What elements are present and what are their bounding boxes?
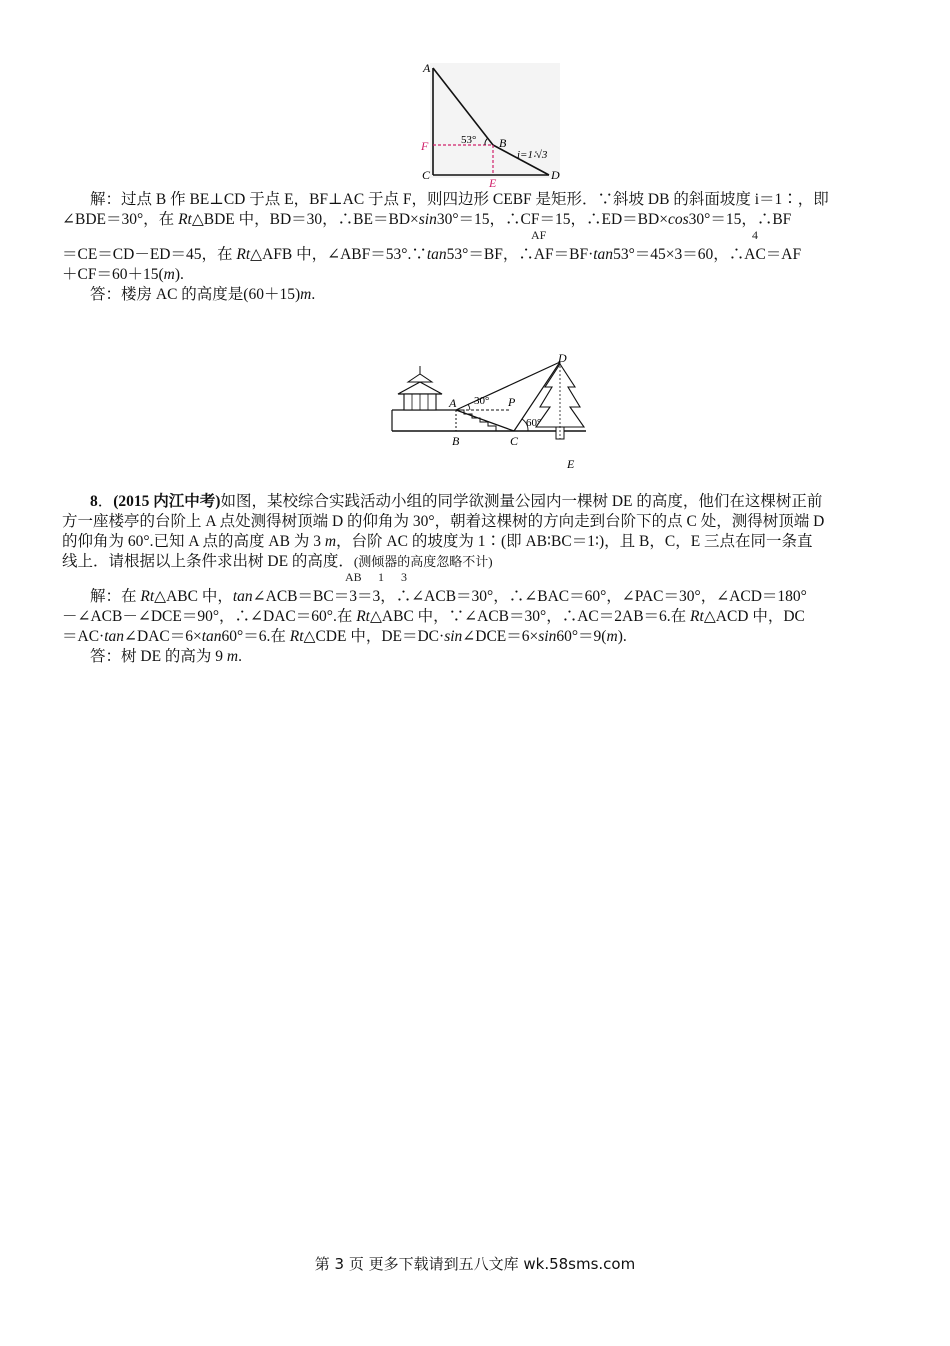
fraction-ab: AB — [345, 570, 362, 584]
problem8-line2: 方一座楼亭的台阶上 A 点处测得树顶端 D 的仰角为 30°，朝着这棵树的方向走到台阶下的点 C 处，测得树顶端 D — [62, 513, 825, 530]
solution8-line3: ＝AC·tan∠DAC＝6×tan60°＝6.在 Rt△CDE 中，DE＝DC·sin∠DCE＝6×sin60°＝9(m). — [62, 628, 627, 645]
figure-pavilion-tree — [390, 352, 590, 474]
solution1-line4: ＋CF＝60＋15(m). — [62, 266, 184, 283]
fraction-4: 4 — [752, 228, 758, 242]
fraction-1: 1 — [378, 570, 384, 584]
fraction-af: AF — [531, 228, 547, 242]
label-D: D — [558, 351, 567, 365]
problem8-line3: 的仰角为 60°.已知 A 点的高度 AB 为 3 m，台阶 AC 的坡度为 1∶(即 AB∶BC＝1∶)，且 B，C，E 三点在同一条直 — [62, 533, 813, 550]
solution8-line2: －∠ACB－∠DCE＝90°，∴∠DAC＝60°.在 Rt△ABC 中，∵∠ACB＝30°，∴AC＝2AB＝6.在 Rt△ACD 中，DC — [62, 608, 805, 625]
angle-53: 53° — [461, 134, 477, 146]
solution8-answer: 答：树 DE 的高为 9 m. — [90, 648, 242, 665]
label-E: E — [567, 457, 575, 471]
solution1-line2: ∠BDE＝30°，在 Rt△BDE 中，BD＝30，∴BE＝BD×sin30°＝15，∴CF＝15，∴ED＝BD×cos30°＝15，∴BF — [62, 211, 792, 228]
label-B: B — [452, 434, 460, 448]
label-P: P — [508, 395, 516, 409]
solution8-line1: 解：在 Rt△ABC 中，tan∠ACB＝BC＝3＝3，∴∠ACB＝30°，∴∠BAC＝60°，∠PAC＝30°，∠ACD＝180° — [90, 588, 807, 605]
problem8-line1: 8．(2015 内江中考)如图，某校综合实践活动小组的同学欲测量公园内一棵树 DE 的高度，他们在这棵树正前 — [90, 493, 823, 510]
problem8-line4: 线上．请根据以上条件求出树 DE 的高度．(测倾器的高度忽略不计) — [62, 553, 493, 570]
label-B: B — [499, 136, 507, 150]
solution1-line1: 解：过点 B 作 BE⊥CD 于点 E，BF⊥AC 于点 F，则四边形 CEBF 是矩形．∵斜坡 DB 的斜面坡度 i＝1∶，即 — [90, 191, 829, 208]
figure-slope-building — [415, 58, 565, 190]
pavilion-roof-icon — [398, 382, 442, 394]
label-A: A — [449, 396, 457, 410]
label-C: C — [422, 168, 431, 182]
page-footer: 第 3 页 更多下载请到五八文库 wk.58sms.com — [314, 1255, 636, 1273]
label-E: E — [489, 176, 497, 190]
angle-30: 30° — [474, 395, 490, 407]
solution1-answer: 答：楼房 AC 的高度是(60＋15)m. — [90, 286, 316, 303]
label-A: A — [423, 61, 431, 75]
label-D: D — [551, 168, 560, 182]
solution1-line3: ＝CE＝CD－ED＝45，在 Rt△AFB 中，∠ABF＝53°.∵tan53°＝BF，∴AF＝BF·tan53°＝45×3＝60，∴AC＝AF — [62, 246, 802, 263]
angle-60: 60° — [526, 417, 542, 429]
fraction-3: 3 — [401, 570, 407, 584]
label-F: F — [421, 139, 429, 153]
slope-label: i=1∶√3 — [517, 149, 548, 161]
label-C: C — [510, 434, 519, 448]
